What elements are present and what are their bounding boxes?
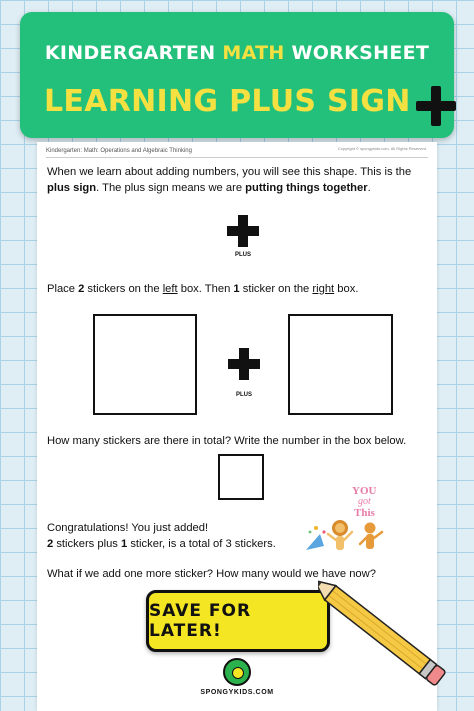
final-question: What if we add one more sticker? How many would we have now? bbox=[47, 568, 376, 580]
banner-title: LEARNING PLUS SIGN bbox=[44, 84, 411, 119]
title-banner bbox=[20, 12, 454, 138]
instruction-paragraph: Place 2 stickers on the left box. Then 1 sticker on the right box. bbox=[47, 283, 359, 295]
logo-text: SPONGYKIDS.COM bbox=[200, 689, 274, 696]
tiger-icon bbox=[360, 523, 382, 550]
plus-sign-icon-2 bbox=[228, 348, 260, 380]
question-paragraph: How many stickers are there in total? Write the number in the box below. bbox=[47, 435, 407, 447]
plus-label-2: PLUS bbox=[235, 392, 252, 398]
plus-sign-icon bbox=[227, 215, 259, 247]
congrats-line: Congratulations! You just added! bbox=[47, 522, 209, 534]
intro-paragraph: When we learn about adding numbers, you will see this shape. This is the plus sign. The plus sign means we are putting things together. bbox=[47, 166, 412, 194]
answer-box[interactable] bbox=[218, 454, 264, 500]
sticker-text-1: YOU bbox=[352, 485, 377, 497]
save-for-later-button[interactable]: SAVE FOR LATER! bbox=[146, 590, 330, 652]
plus-label: PLUS bbox=[234, 252, 251, 258]
you-got-this-sticker bbox=[302, 482, 392, 560]
right-sticker-box[interactable] bbox=[288, 314, 393, 415]
sticker-text-3: This bbox=[354, 507, 375, 519]
banner-subtitle: KINDERGARTEN MATH WORKSHEET bbox=[44, 42, 430, 64]
total-line: 2 stickers plus 1 sticker, is a total of 3 stickers. bbox=[47, 538, 276, 550]
party-popper-icon bbox=[306, 526, 326, 550]
copyright-notice: Copyright © spongykids.com. All Rights Reserved. bbox=[337, 146, 427, 151]
sticker-text-2: got bbox=[358, 496, 371, 507]
banner-accent-word: MATH bbox=[222, 42, 285, 64]
spongykids-logo bbox=[223, 658, 251, 686]
left-sticker-box[interactable] bbox=[93, 314, 197, 415]
pencil-icon bbox=[318, 575, 448, 693]
lion-icon bbox=[328, 520, 352, 550]
worksheet-header: Kindergarten: Math: Operations and Algebraic Thinking bbox=[46, 148, 192, 154]
plus-icon bbox=[416, 86, 456, 126]
header-divider bbox=[46, 157, 428, 158]
